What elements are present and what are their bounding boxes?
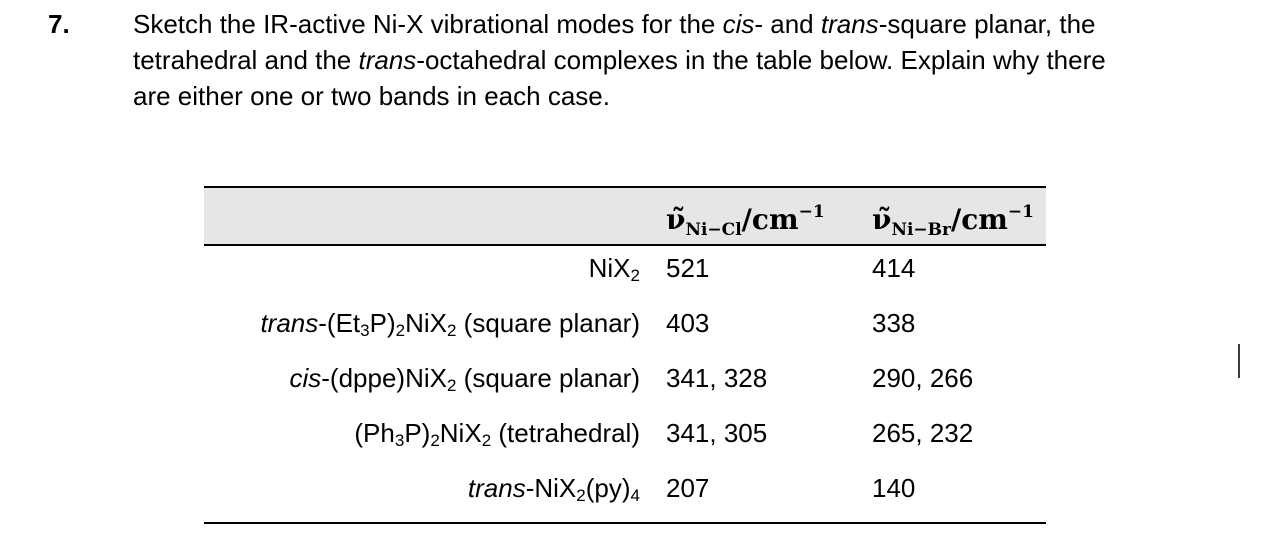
ni-cl-value: 207 [666, 473, 710, 503]
question-line-1: Sketch the IR-active Ni-X vibrational modes for the cis- and trans-square planar, the [133, 9, 1096, 39]
text-cursor [1238, 344, 1240, 378]
question-text [133, 6, 1223, 114]
ni-cl-value: 403 [666, 308, 710, 338]
ni-br-value: 338 [872, 308, 916, 338]
table-row [204, 358, 1046, 398]
complex-label: trans-$NiX_2(py)_4$ [467, 473, 640, 505]
ni-cl-value: 341, 305 [666, 418, 768, 448]
ni-br-value: 265, 232 [872, 418, 974, 448]
table-row [204, 248, 1046, 288]
table-row [204, 303, 1046, 343]
ni-cl-value: 341, 328 [666, 363, 768, 393]
column-header-ni-cl: $\nũ_{Ni-Cl}/cm^{-1}$ [666, 202, 825, 240]
table-row [204, 413, 1046, 453]
ni-br-value: 414 [872, 253, 916, 283]
complex-label: NiX$_2$ [588, 253, 640, 285]
table-bottom-rule [204, 522, 1046, 524]
question-number: 7. [48, 9, 70, 39]
complex-label: $(Ph_3P)_2NiX_2$ (tetrahedral) [354, 418, 640, 450]
table-row [204, 468, 1046, 508]
question-line-3: are either one or two bands in each case. [133, 81, 610, 111]
ni-br-value: 290, 266 [872, 363, 974, 393]
ni-cl-value: 521 [666, 253, 710, 283]
question-line-2: tetrahedral and the trans-octahedral complexes in the table below. Explain why there [133, 45, 1106, 75]
column-header-ni-br: $\nũ_{Ni-Br}/cm^{-1}$ [872, 202, 1034, 240]
complex-label: trans-$(Et_3P)_2NiX_2$ (square planar) [260, 308, 640, 340]
ni-br-value: 140 [872, 473, 916, 503]
complex-label: cis-(dppe)NiX$_2$ (square planar) [289, 363, 640, 395]
